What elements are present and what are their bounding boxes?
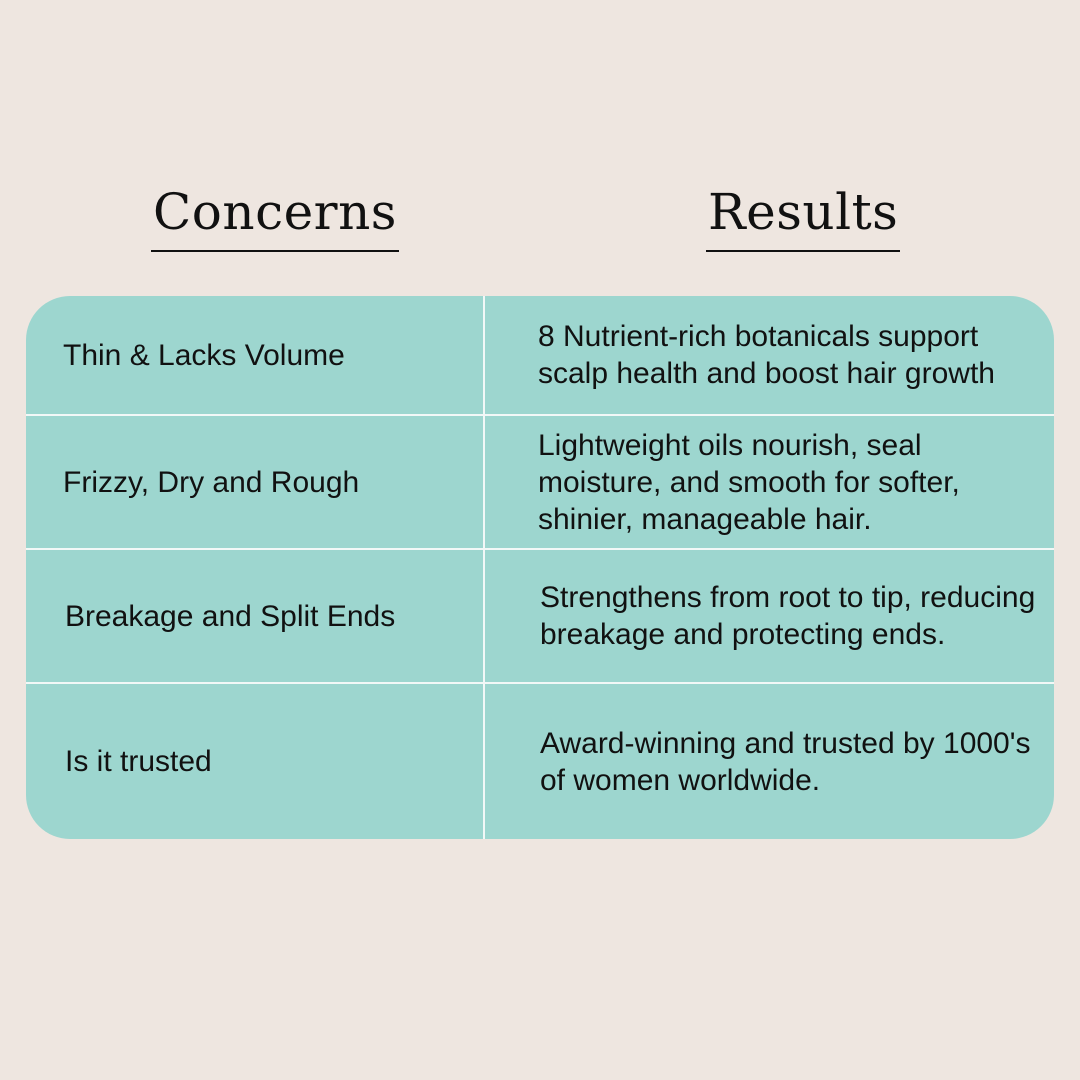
table-row — [26, 684, 1054, 839]
concern-cell: Thin & Lacks Volume — [63, 338, 345, 372]
result-cell: Strengthens from root to tip, reducing breakage and protecting ends. — [540, 581, 1036, 651]
results-heading — [706, 180, 899, 252]
comparison-table — [26, 296, 1054, 839]
concerns-heading-text: Concerns — [151, 180, 399, 252]
result-cell: Award-winning and trusted by 1000's of women worldwide. — [540, 726, 1031, 797]
concern-cell: Breakage and Split Ends — [65, 599, 396, 633]
table-row — [26, 416, 1054, 548]
concern-cell: Is it trusted — [65, 745, 212, 778]
column-divider — [483, 296, 485, 839]
concerns-heading — [150, 180, 400, 252]
table-row — [26, 296, 1054, 414]
result-cell: Lightweight oils nourish, seal moisture, and smooth for softer, shinier, manageable hair. — [538, 428, 960, 536]
result-cell: 8 Nutrient-rich botanicals support scalp health and boost hair growth — [538, 320, 995, 390]
results-heading-text: Results — [706, 180, 900, 252]
concern-cell: Frizzy, Dry and Rough — [63, 465, 360, 499]
table-row — [26, 550, 1054, 682]
